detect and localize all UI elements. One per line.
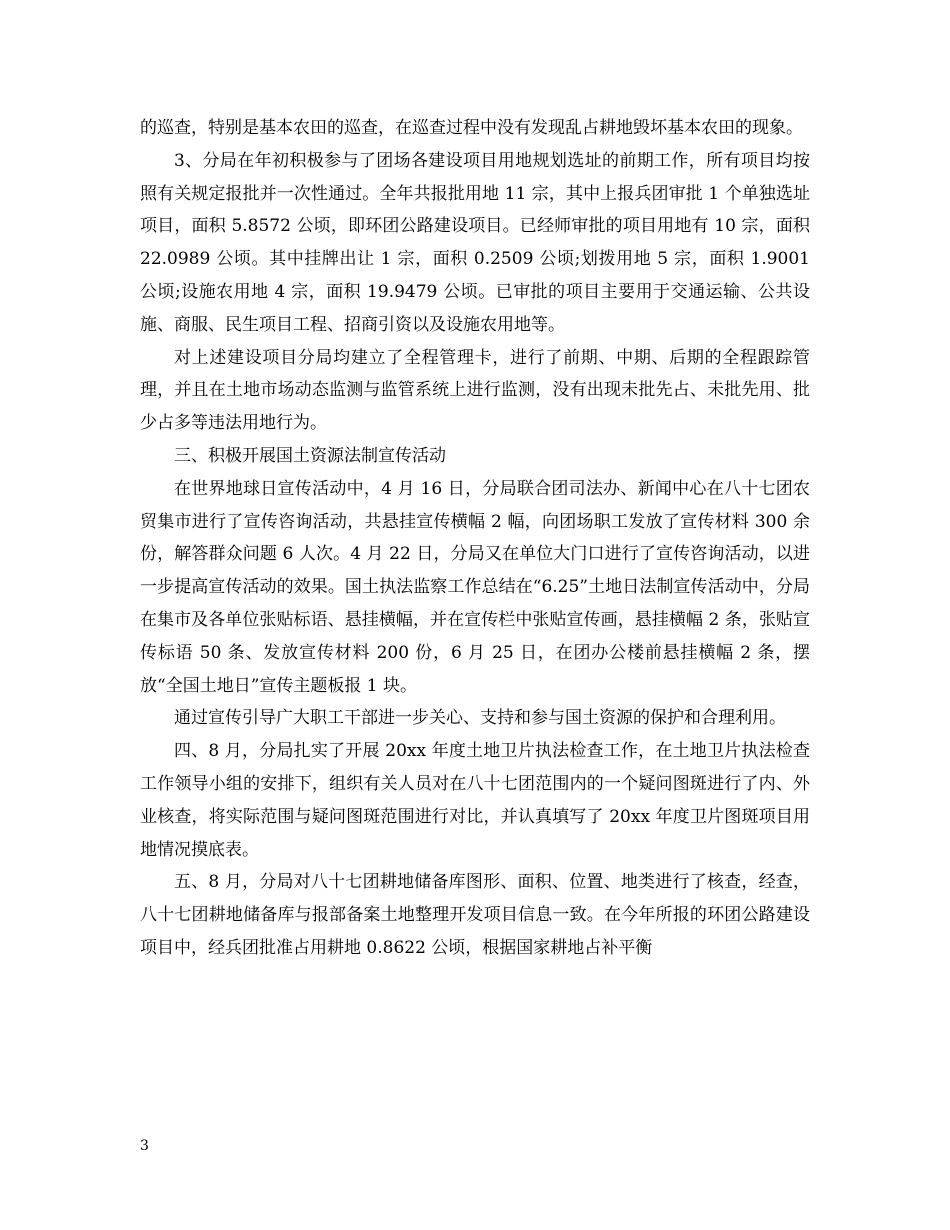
section-heading-3: 三、积极开展国土资源法制宣传活动 [174,445,446,466]
paragraph-continuation: 的巡查，特别是基本农田的巡查，在巡查过程中没有发现乱占耕地毁坏基本农田的现象。 [140,118,803,138]
paragraph-management-card: 对上述建设项目分局均建立了全程管理卡，进行了前期、中期、后期的全程跟踪管理，并且在土地市场动态监测与监管系统上进行监测，没有出现未批先占、未批先用、批少占多等违法用地行为。 [140,347,810,434]
paragraph-item-3: 3、分局在年初积极参与了团场各建设项目用地规划选址的前期工作，所有项目均按照有关规定报批并一次性通过。全年共报批用地 11 宗，其中上报兵团审批 1 个单独选址项目，面积 5.8572 公顷，即环团公路建设项目。已经师审批的项目用地有 10 宗，面积 22.0989 公顷。其中挂牌出让 1 宗，面积 0.2509 公顷;划拨用地 5 宗，面积 1.9001 公顷;设施农用地 4 宗，面积 19.9479 公顷。已审批的项目主要用于交通运输、公共设施、商服、民生项目工程、招商引资以及设施农用地等。 [140,150,810,335]
paragraph-section-5: 五、8 月，分局对八十七团耕地储备库图形、面积、位置、地类进行了核查，经查，八十七团耕地储备库与报部备案土地整理开发项目信息一致。在今年所报的环团公路建设项目中，经兵团批准占用耕地 0.8622 公顷，根据国家耕地占补平衡 [140,872,810,958]
document-body [140,112,810,965]
paragraph-publicity-result: 通过宣传引导广大职工干部进一步关心、支持和参与国土资源的保护和合理利用。 [174,708,786,729]
paragraph-section-4: 四、8 月，分局扎实了开展 20xx 年度土地卫片执法检查工作，在土地卫片执法检查工作领导小组的安排下，组织有关人员对在八十七团范围内的一个疑问图斑进行了内、外业核查，将实际范围与疑问图斑范围进行对比，并认真填写了 20xx 年度卫片图斑项目用地情况摸底表。 [140,741,810,860]
page-number: 3 [140,1138,149,1154]
paragraph-earth-day: 在世界地球日宣传活动中，4 月 16 日，分局联合团司法办、新闻中心在八十七团农贸集市进行了宣传咨询活动，共悬挂宣传横幅 2 幅，向团场职工发放了宣传材料 300 余份，解答群众问题 6 人次。4 月 22 日，分局又在单位大门口进行了宣传咨询活动，以进一步提高宣传活动的效果。国土执法监察工作总结在“6.25”土地日法制宣传活动中，分局在集市及各单位张贴标语、悬挂横幅，并在宣传栏中张贴宣传画，悬挂横幅 2 条，张贴宣传标语 50 条、发放宣传材料 200 份，6 月 25 日，在团办公楼前悬挂横幅 2 条，摆放“全国土地日”宣传主题板报 1 块。 [140,478,810,696]
